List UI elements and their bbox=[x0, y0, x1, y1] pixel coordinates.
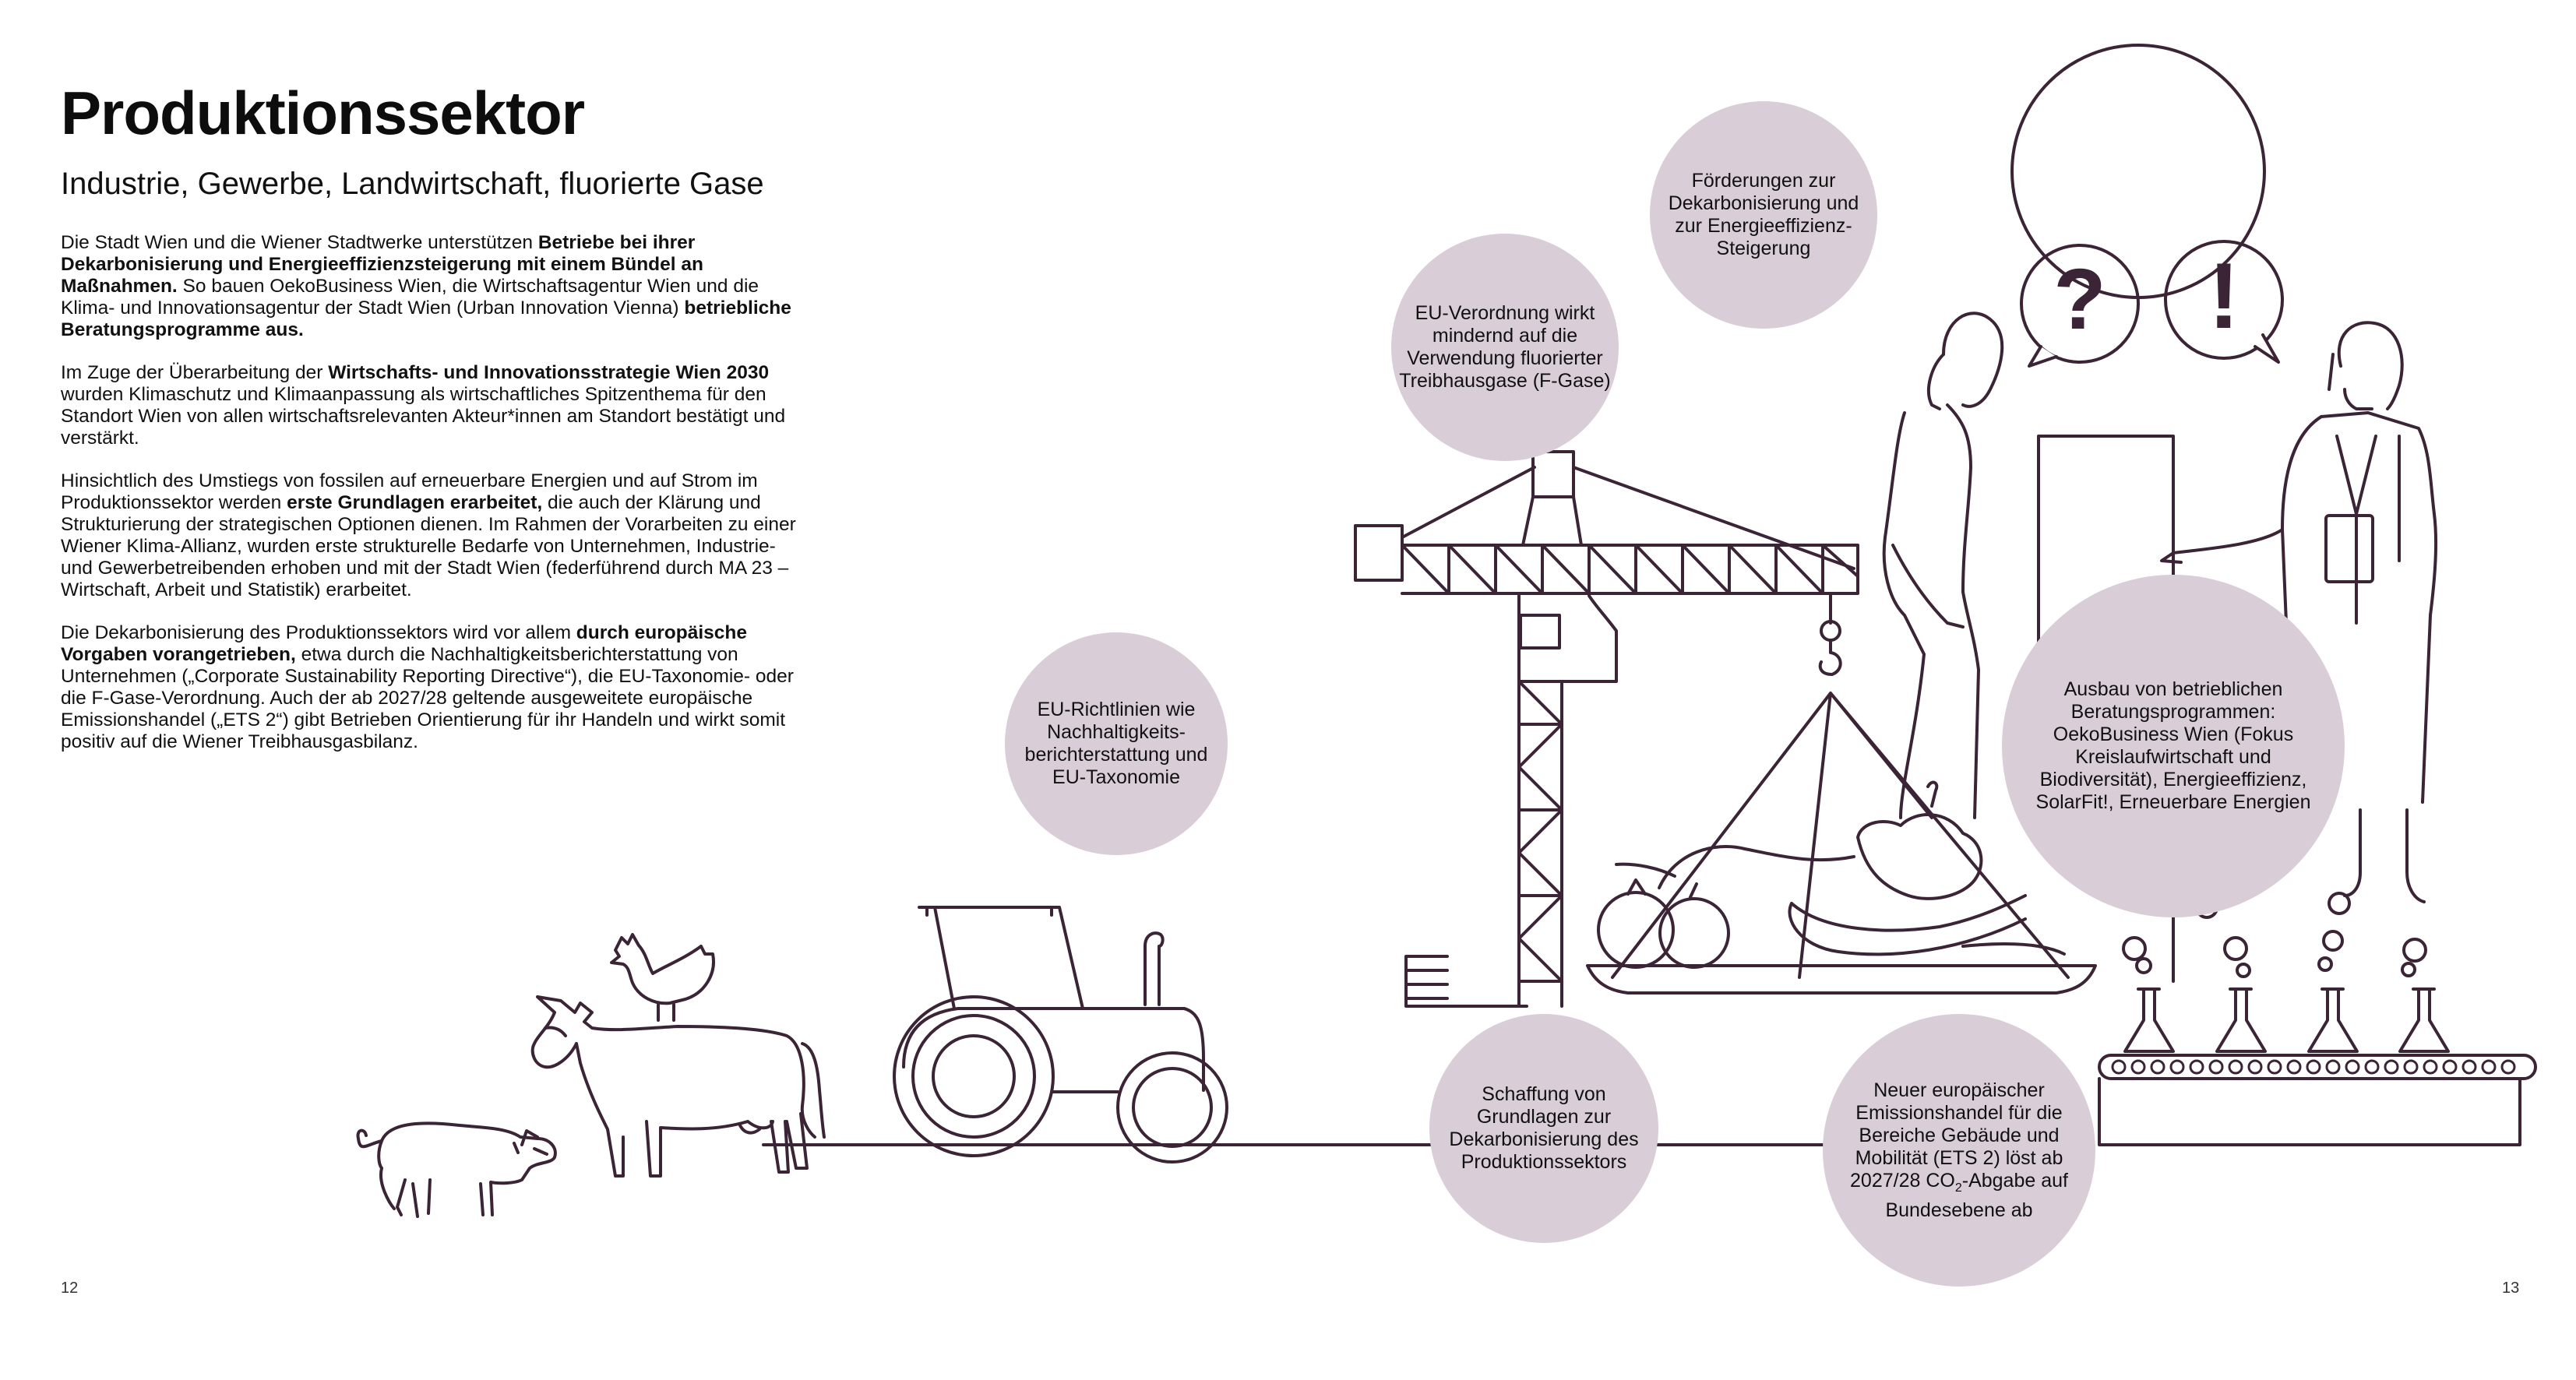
question-mark-icon: ? bbox=[2053, 252, 2106, 347]
bubble-eu-richtlinien bbox=[1005, 632, 1228, 855]
page-number-right: 13 bbox=[2502, 1280, 2520, 1297]
bubble-text bbox=[1850, 1079, 2068, 1222]
bubble-foerderungen bbox=[1650, 101, 1877, 329]
text-span-bold: Wirtschafts- und Innovationsstrategie Wien 2030 bbox=[328, 362, 770, 383]
text-span: So bauen OekoBusiness Wien, die Wirtschaftsagentur Wien und die Klima- und Innovationsagentur der Stadt Wien (Urban Innovation Vienna) bbox=[61, 276, 759, 319]
text-span: die auch der Klärung und Strukturierung der strategischen Optionen dienen. Im Rahmen der Vorarbeiten zu einer Wiener Klima-Allianz, wurden erste strukturelle Bedarfe von Unternehmen, Industrie- und Gewerbetreibenden erhoben und mit der Stadt Wien (federführend durch MA 23 – Wirtschaft, Arbeit und Statistik) erarbeitet. bbox=[61, 492, 796, 600]
bubble-ets2 bbox=[1823, 1014, 2095, 1287]
crane-icon bbox=[1355, 452, 1858, 1006]
text-span-bold: erste Grundlagen erarbeitet, bbox=[287, 492, 543, 513]
bubble-text-subscript: 2 bbox=[1954, 1181, 1962, 1195]
bubble-ausbau bbox=[2002, 575, 2345, 917]
text-span: etwa durch die Nachhaltigkeitsberichterstattung von Unternehmen („Corporate Sustainability Reporting Directive“), die EU-Taxonomie- oder die F-Gase-Verordnung. Auch der ab 2027/28 geltende ausgeweitete europäische Emissionshandel („ETS 2“) gibt Betrieben Orientierung für ihr Handeln und wirkt somit positiv auf die Wiener Treibhausgasbilanz. bbox=[61, 644, 794, 752]
text-span-bold: betriebliche Beratungsprogramme aus. bbox=[61, 297, 791, 340]
pig-icon bbox=[358, 1123, 555, 1216]
text-span: wurden Klimaschutz und Klimaanpassung als wirtschaftliches Spitzenthema für den Standort Wien von allen wirtschaftsrelevanten Akteur*innen am Standort bestätigt und verstärkt. bbox=[61, 384, 786, 449]
bubble-text: Schaffung von Grundlagen zur Dekarbonisierung des Produktionssektors bbox=[1449, 1083, 1639, 1173]
text-span-bold: durch europäische Vorgaben vorangetrieben, bbox=[61, 622, 747, 665]
bubble-text-tail: -Abgabe auf Bundesebene ab bbox=[1885, 1169, 2068, 1221]
bubble-text-main: Neuer europäischer Emissionshandel für die Bereiche Gebäude und Mobilität (ETS 2) löst ab 2027/28 CO bbox=[1850, 1079, 2063, 1192]
text-span-bold: Betriebe bei ihrer Dekarbonisierung und Energieeffizienzsteigerung mit einem Bündel an Maßnahmen. bbox=[61, 232, 703, 297]
bubble-eu-verordnung bbox=[1391, 234, 1619, 461]
chicken-icon bbox=[611, 935, 714, 1020]
page-subtitle: Industrie, Gewerbe, Landwirtschaft, fluorierte Gase bbox=[61, 167, 764, 201]
text-span: Die Stadt Wien und die Wiener Stadtwerke unterstützen bbox=[61, 232, 538, 253]
text-span: Die Dekarbonisierung des Produktionssektors wird vor allem bbox=[61, 622, 576, 643]
bubble-text: Förderungen zur Dekarbonisierung und zur Energieeffizienz- Steigerung bbox=[1668, 170, 1859, 259]
bubble-schaffung bbox=[1429, 1014, 1658, 1243]
page-title: Produktionssektor bbox=[61, 79, 585, 147]
text-span: Im Zuge der Überarbeitung der bbox=[61, 362, 329, 383]
page-number-left: 12 bbox=[61, 1280, 79, 1297]
bubble-text: EU-Richtlinien wie Nachhaltigkeits- berichterstattung und EU-Taxonomie bbox=[1024, 699, 1208, 788]
tractor-icon bbox=[894, 907, 1227, 1162]
exclamation-mark-icon: ! bbox=[2208, 244, 2239, 348]
bubble-text: Ausbau von betrieblichen Beratungsprogrammen: OekoBusiness Wien (Fokus Kreislaufwirtschaft und Biodiversität), Energieeffizienz, SolarFit!, Erneuerbare Energien bbox=[2035, 678, 2311, 813]
cow-icon bbox=[533, 997, 824, 1176]
conveyor-belt-icon bbox=[2099, 1055, 2535, 1145]
woman-icon bbox=[1884, 313, 2003, 818]
bubble-text: EU-Verordnung wirkt mindernd auf die Verwendung fluorierter Treibhausgase (F-Gase) bbox=[1399, 302, 1611, 392]
belt-rollers bbox=[2113, 1061, 2514, 1073]
text-span: Hinsichtlich des Umstiegs von fossilen auf erneuerbare Energien und auf Strom im Produktionssektor werden bbox=[61, 470, 758, 513]
